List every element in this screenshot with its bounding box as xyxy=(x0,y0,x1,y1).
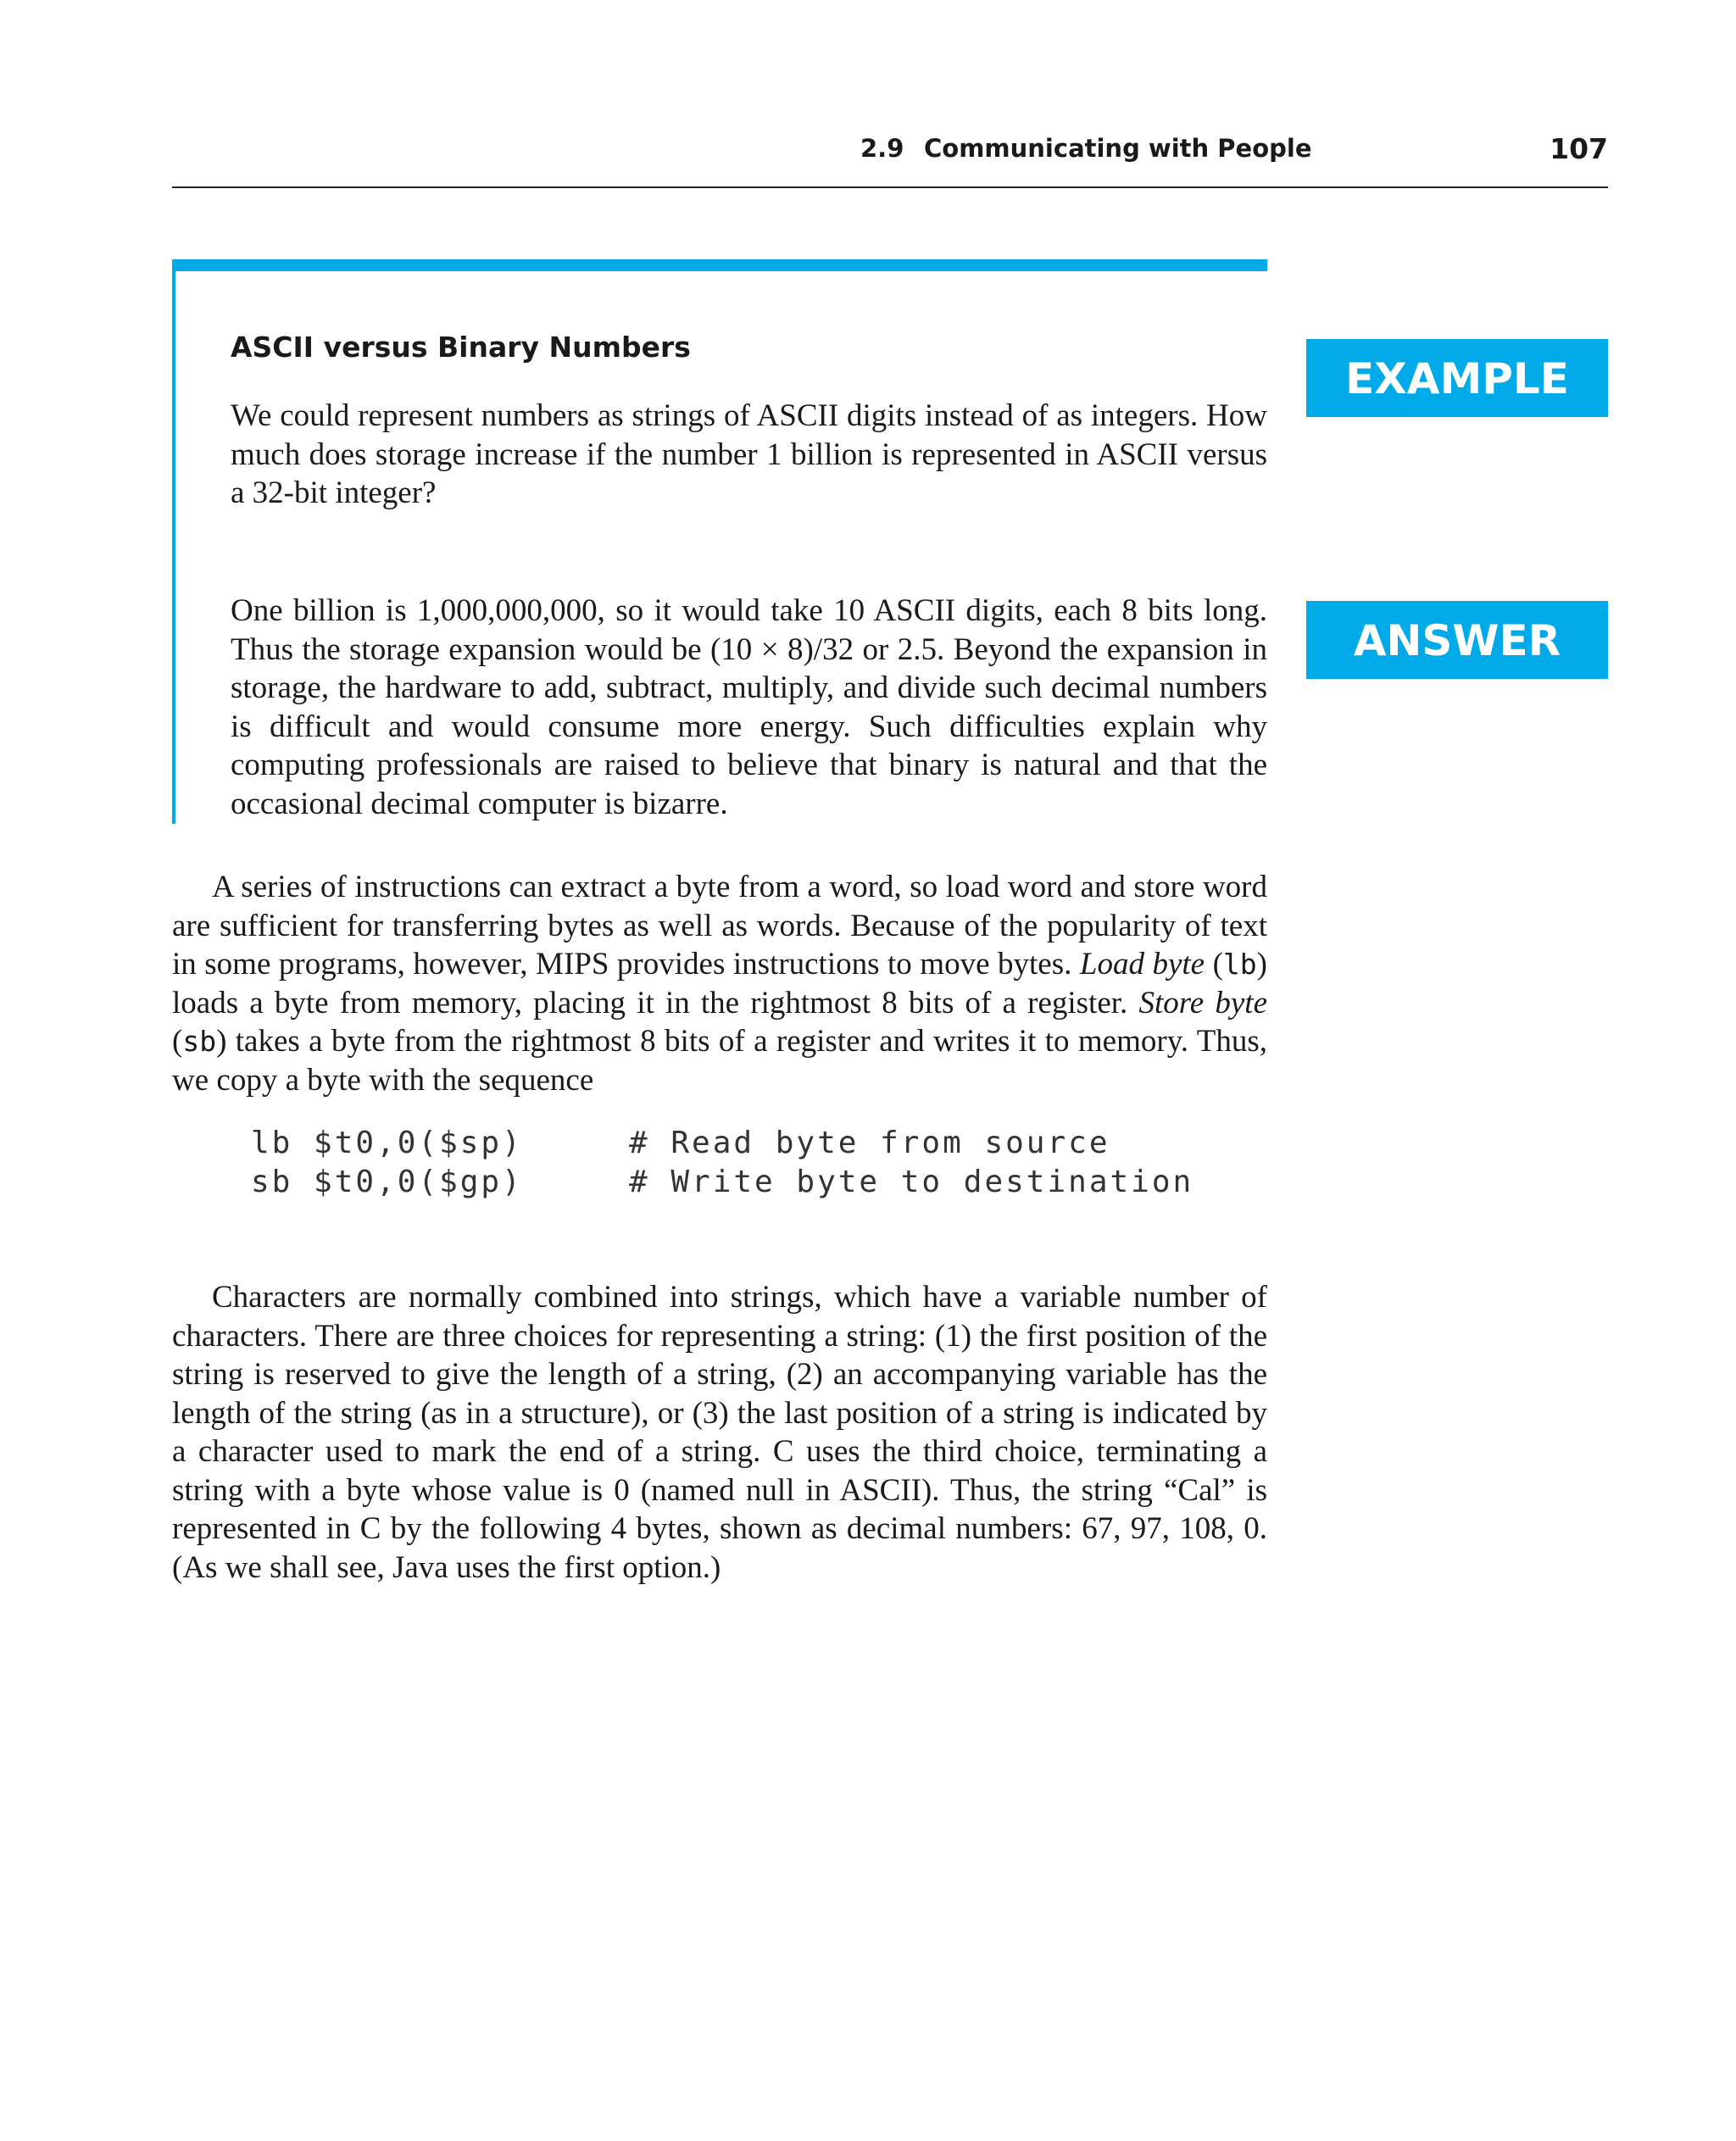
p1-text-a: A series of instructions can extract a byte from a word, so load word and store word are sufficient for transferring bytes as well as words. Because of the popularity of text in some programs, however, MIPS provides instructions to move bytes. xyxy=(172,870,1267,982)
sb-code: sb xyxy=(182,1025,217,1058)
p1-paren-2: ( xyxy=(172,1024,183,1059)
code-line xyxy=(251,1126,1268,1165)
code-line xyxy=(251,1165,1268,1204)
p1-text-c: ) takes a byte from the rightmost 8 bits of a register and writes it to memory. Thus, we copy a byte with the sequence xyxy=(172,1024,1267,1098)
code-block xyxy=(251,1126,1268,1204)
p1-text-b: ) loads a byte from memory, placing it in the rightmost 8 bits of a register. xyxy=(172,947,1267,1020)
example-top-bar xyxy=(172,259,1267,271)
code-comment: # Write byte to destination xyxy=(629,1165,1194,1199)
load-byte-term: Load byte xyxy=(1079,947,1205,982)
example-left-rule xyxy=(172,259,175,824)
body-paragraph-1 xyxy=(172,868,1267,1099)
code-instruction: lb $t0,0($sp) xyxy=(251,1126,523,1160)
section-title: Communicating with People xyxy=(924,134,1312,163)
lb-code: lb xyxy=(1222,948,1257,981)
code-instruction: sb $t0,0($gp) xyxy=(251,1165,523,1199)
section-number: 2.9 xyxy=(860,134,904,163)
store-byte-term: Store byte xyxy=(1138,985,1267,1020)
running-head xyxy=(172,127,1608,188)
p1-paren-1: ( xyxy=(1205,947,1223,982)
example-question: We could represent numbers as strings of ASCII digits instead of as integers. How much does storage increase if the number 1 billion is represented in ASCII versus a 32-bit integer? xyxy=(231,398,1267,510)
page-number: 107 xyxy=(1550,132,1608,165)
example-tag: EXAMPLE xyxy=(1306,339,1608,417)
answer-tag: ANSWER xyxy=(1306,601,1608,679)
example-answer: One billion is 1,000,000,000, so it would take 10 ASCII digits, each 8 bits long. Thus the storage expansion would be (10 × 8)/32 or 2.5. Beyond the expansion in storage, the hardware to add, subtract, multiply, and divide such decimal numbers is difficult and would consume more energy. Such difficulties explain why computing professionals are raised to believe that binary is natural and that the occasional decimal computer is bizarre. xyxy=(231,593,1267,821)
code-comment: # Read byte from source xyxy=(629,1126,1110,1160)
example-heading: ASCII versus Binary Numbers xyxy=(231,331,691,364)
body-paragraph-2: Characters are normally combined into strings, which have a variable number of characters. There are three choices for representing a string: (1) the first position of the string is reserved to give the length of a string, (2) an accompanying variable has the length of the string (as in a structure), or (3) the last position of a string is indicated by a character used to mark the end of a string. C uses the third choice, terminating a string with a byte whose value is 0 (named null in ASCII). Thus, the string “Cal” is represented in C by the following 4 bytes, shown as decimal numbers: 67, 97, 108, 0. (As we shall see, Java uses the first option.) xyxy=(172,1280,1267,1585)
